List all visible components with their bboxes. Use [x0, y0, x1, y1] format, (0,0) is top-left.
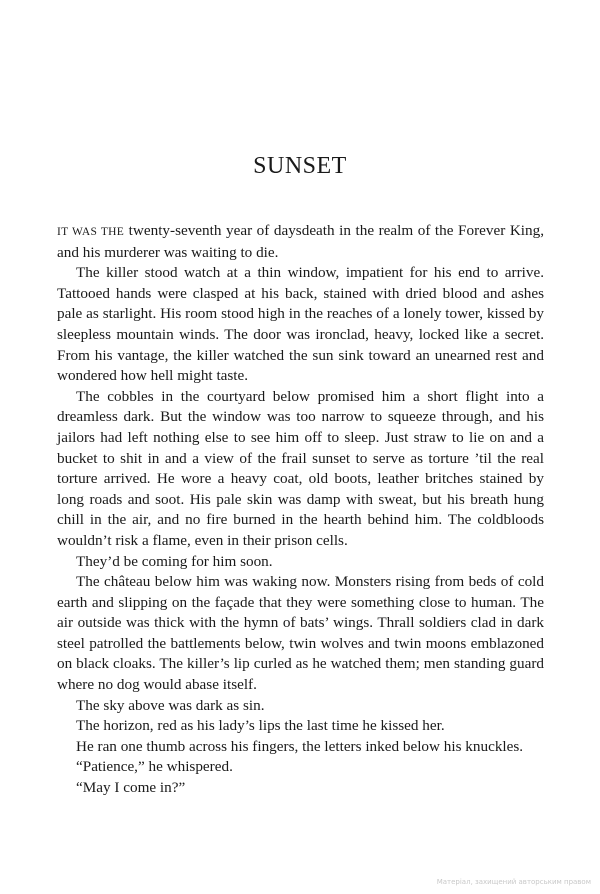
paragraph	[57, 221, 544, 263]
chapter-body	[57, 221, 544, 799]
paragraph: The château below him was waking now. Monsters rising from beds of cold earth and slipping on the façade that they were something close to human. The air outside was thick with the hymn of bats’ wings. Thrall soldiers clad in dark steel patrolled the battlements below, twin wolves and twin moons emblazoned on black cloaks. The killer’s lip curled as he watched them; men standing guard where no dog would abase itself.	[57, 573, 544, 694]
paragraph: The horizon, red as his lady’s lips the last time he kissed her.	[76, 717, 445, 735]
chapter-title: SUNSET	[253, 153, 347, 179]
paragraph: The sky above was dark as sin.	[76, 696, 265, 714]
paragraph: The killer stood watch at a thin window, impatient for his end to arrive. Tattooed hands were clasped at his back, stained with dried blood and ashes pale as starlight. His room stood high in the reaches of a lonely tower, kissed by sleepless mountain winds. The door was ironclad, heavy, locked like a secret. From his vantage, the killer watched the sun sink toward an unearned rest and wondered how hell might taste.	[57, 264, 544, 385]
paragraph: They’d be coming for him soon.	[76, 552, 273, 570]
paragraph-text: twenty-seventh year of daysdeath in the realm of the Forever King, and his murderer was waiting to die.	[57, 222, 544, 261]
paragraph: “May I come in?”	[76, 779, 186, 797]
paragraph: The cobbles in the courtyard below promised him a short flight into a dreamless dark. But the window was too narrow to squeeze through, and his jailors had left nothing else to see him off to sleep. Just straw to lie on and a bucket to shit in and a view of the frail sunset to serve as torture ’til the real torture arrived. He wore a heavy coat, old boots, leather britches stained by long roads and soot. His pale skin was damp with sweat, but his breath hung chill in the air, and no fire burned in the hearth behind him. The coldbloods wouldn’t risk a flame, even in their prison cells.	[57, 387, 544, 549]
opening-words: IT WAS THE	[57, 226, 125, 238]
copyright-watermark: Матеріал, захищений авторським правом	[436, 878, 591, 886]
paragraph: He ran one thumb across his fingers, the letters inked below his knuckles.	[76, 737, 524, 755]
paragraph: “Patience,” he whispered.	[76, 758, 233, 776]
